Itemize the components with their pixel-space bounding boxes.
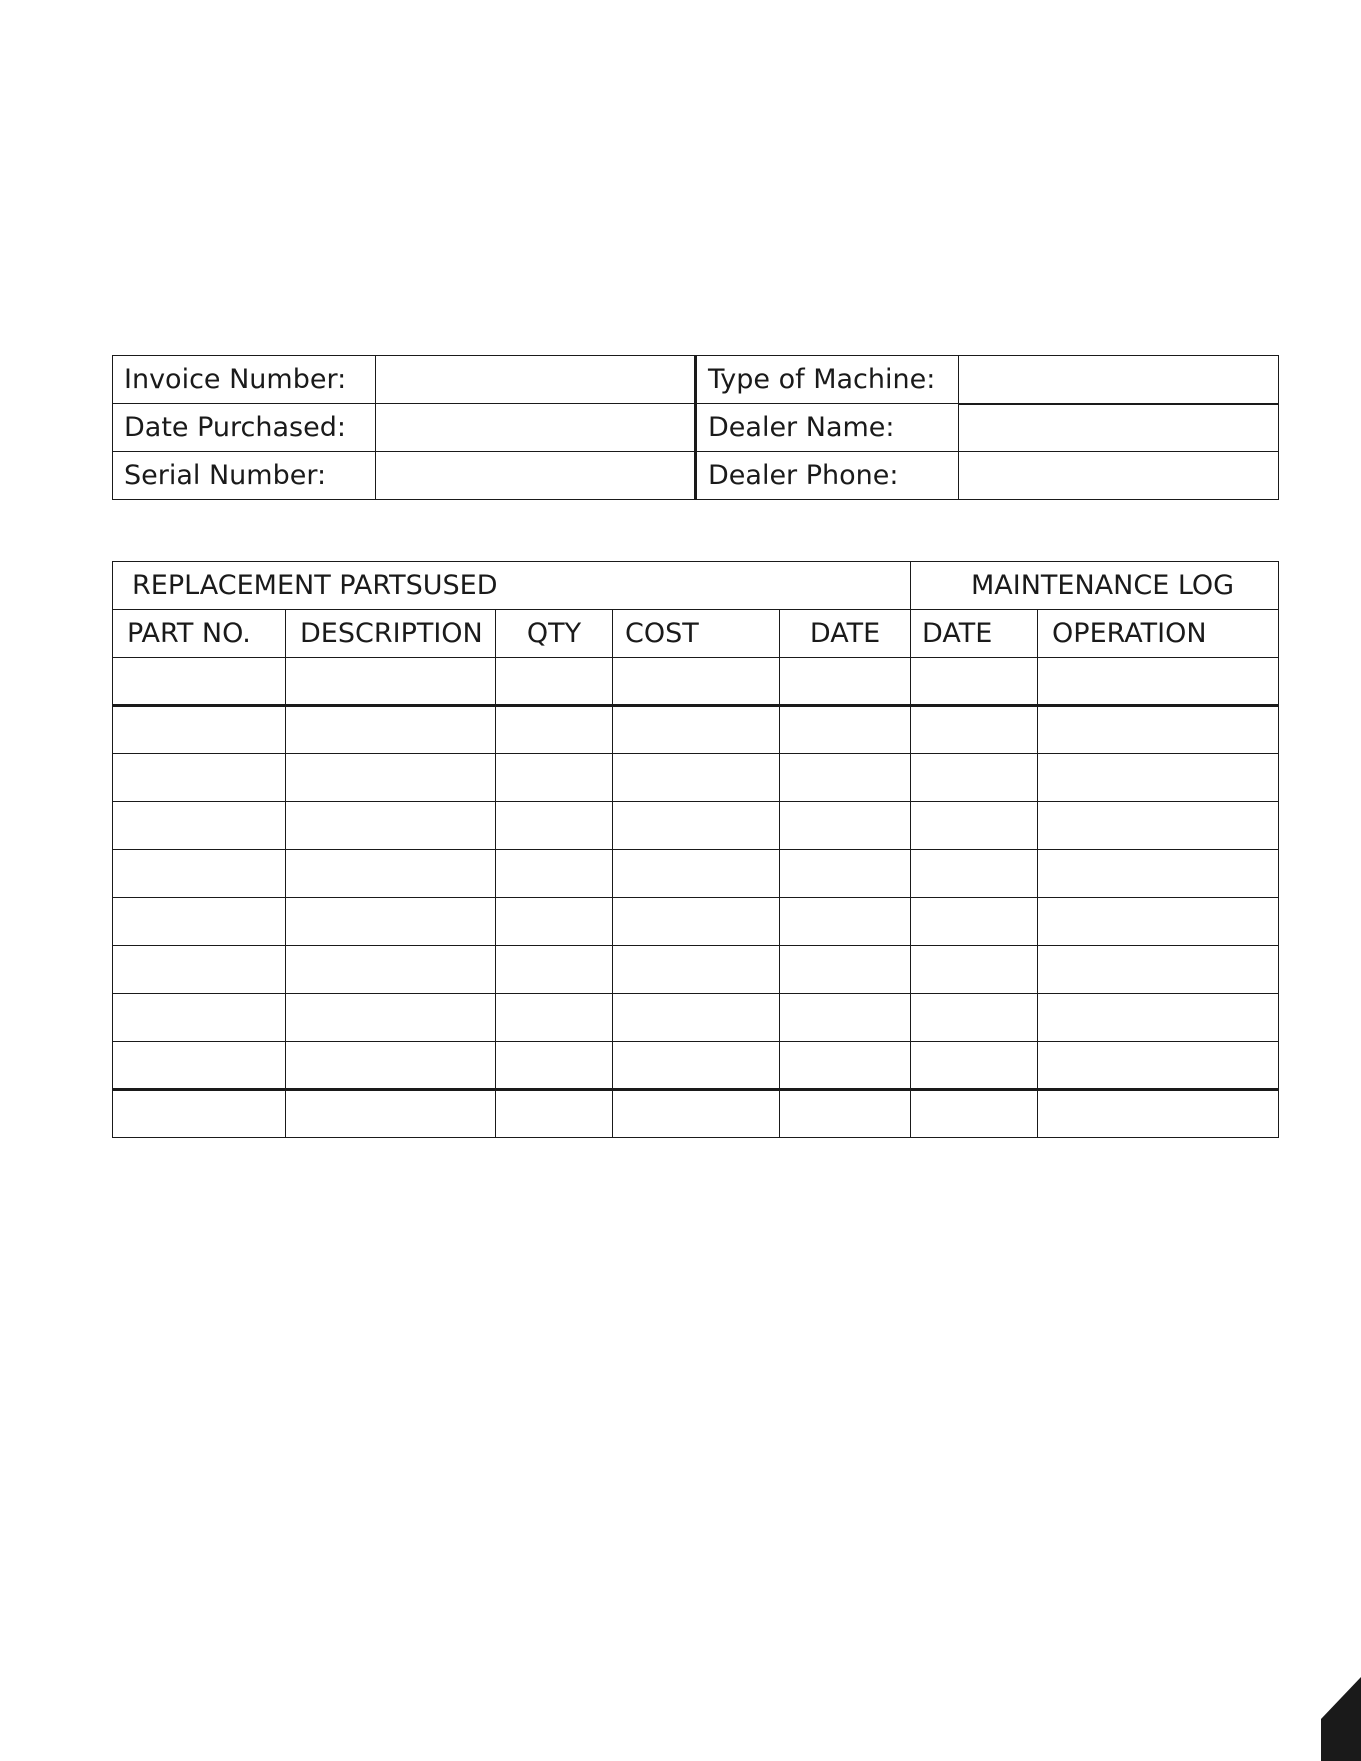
qty-cell[interactable] [496,994,613,1042]
table-row [113,1090,1279,1138]
description-cell[interactable] [286,1090,496,1138]
part-no-cell[interactable] [113,658,286,706]
cost-cell[interactable] [613,706,780,754]
log-date-cell[interactable] [911,706,1038,754]
table-row [113,946,1279,994]
log-date-cell[interactable] [911,850,1038,898]
qty-cell[interactable] [496,754,613,802]
part-no-cell[interactable] [113,802,286,850]
cost-cell[interactable] [613,850,780,898]
invoice-number-label: Invoice Number: [113,356,376,404]
cost-cell[interactable] [613,994,780,1042]
log-date-cell[interactable] [911,1090,1038,1138]
column-header-log-date: DATE [911,610,1038,658]
qty-cell[interactable] [496,1042,613,1090]
parts-date-cell[interactable] [780,802,911,850]
part-no-cell[interactable] [113,706,286,754]
log-date-cell[interactable] [911,946,1038,994]
parts-maintenance-table [112,561,1279,1138]
parts-date-cell[interactable] [780,994,911,1042]
log-date-cell[interactable] [911,802,1038,850]
description-cell[interactable] [286,850,496,898]
table-row [113,658,1279,706]
qty-cell[interactable] [496,802,613,850]
cost-cell[interactable] [613,946,780,994]
operation-cell[interactable] [1038,754,1279,802]
cost-cell[interactable] [613,754,780,802]
date-purchased-label: Date Purchased: [113,404,376,452]
operation-cell[interactable] [1038,946,1279,994]
part-no-cell[interactable] [113,1042,286,1090]
operation-cell[interactable] [1038,1042,1279,1090]
parts-date-cell[interactable] [780,706,911,754]
info-row [113,356,1279,404]
qty-cell[interactable] [496,1090,613,1138]
dealer-name-field[interactable] [959,404,1279,452]
table-row [113,898,1279,946]
table-row [113,1042,1279,1090]
operation-cell[interactable] [1038,1090,1279,1138]
info-row [113,452,1279,500]
parts-date-cell[interactable] [780,754,911,802]
log-date-cell[interactable] [911,994,1038,1042]
column-header-parts-date: DATE [780,610,911,658]
qty-cell[interactable] [496,850,613,898]
description-cell[interactable] [286,754,496,802]
log-date-cell[interactable] [911,754,1038,802]
replacement-parts-heading: REPLACEMENT PARTSUSED [113,562,911,610]
cost-cell[interactable] [613,658,780,706]
part-no-cell[interactable] [113,1090,286,1138]
parts-date-cell[interactable] [780,850,911,898]
operation-cell[interactable] [1038,802,1279,850]
page-corner-tab-icon [1321,1677,1361,1761]
invoice-number-field[interactable] [376,356,696,404]
parts-table-body [113,658,1279,1138]
part-no-cell[interactable] [113,994,286,1042]
log-date-cell[interactable] [911,898,1038,946]
serial-number-label: Serial Number: [113,452,376,500]
qty-cell[interactable] [496,706,613,754]
table-row [113,706,1279,754]
description-cell[interactable] [286,658,496,706]
operation-cell[interactable] [1038,850,1279,898]
column-header-qty: QTY [496,610,613,658]
part-no-cell[interactable] [113,946,286,994]
table-row [113,802,1279,850]
section-header-row [113,562,1279,610]
dealer-phone-label: Dealer Phone: [696,452,959,500]
log-date-cell[interactable] [911,658,1038,706]
operation-cell[interactable] [1038,658,1279,706]
column-header-row [113,610,1279,658]
type-of-machine-label: Type of Machine: [696,356,959,404]
description-cell[interactable] [286,994,496,1042]
dealer-name-label: Dealer Name: [696,404,959,452]
cost-cell[interactable] [613,1090,780,1138]
operation-cell[interactable] [1038,706,1279,754]
maintenance-log-heading: MAINTENANCE LOG [911,562,1279,610]
qty-cell[interactable] [496,946,613,994]
serial-number-field[interactable] [376,452,696,500]
operation-cell[interactable] [1038,898,1279,946]
column-header-description: DESCRIPTION [286,610,496,658]
part-no-cell[interactable] [113,898,286,946]
machine-info-table [112,355,1279,500]
table-row [113,754,1279,802]
parts-date-cell[interactable] [780,946,911,994]
column-header-operation: OPERATION [1038,610,1279,658]
part-no-cell[interactable] [113,754,286,802]
operation-cell[interactable] [1038,994,1279,1042]
qty-cell[interactable] [496,658,613,706]
type-of-machine-field[interactable] [959,356,1279,404]
description-cell[interactable] [286,706,496,754]
parts-date-cell[interactable] [780,1042,911,1090]
description-cell[interactable] [286,1042,496,1090]
log-date-cell[interactable] [911,1042,1038,1090]
parts-date-cell[interactable] [780,1090,911,1138]
part-no-cell[interactable] [113,850,286,898]
cost-cell[interactable] [613,802,780,850]
cost-cell[interactable] [613,898,780,946]
parts-date-cell[interactable] [780,658,911,706]
dealer-phone-field[interactable] [959,452,1279,500]
table-row [113,994,1279,1042]
qty-cell[interactable] [496,898,613,946]
column-header-cost: COST [613,610,780,658]
column-header-part-no: PART NO. [113,610,286,658]
table-row [113,850,1279,898]
date-purchased-field[interactable] [376,404,696,452]
info-row [113,404,1279,452]
description-cell[interactable] [286,802,496,850]
parts-date-cell[interactable] [780,898,911,946]
description-cell[interactable] [286,898,496,946]
cost-cell[interactable] [613,1042,780,1090]
description-cell[interactable] [286,946,496,994]
